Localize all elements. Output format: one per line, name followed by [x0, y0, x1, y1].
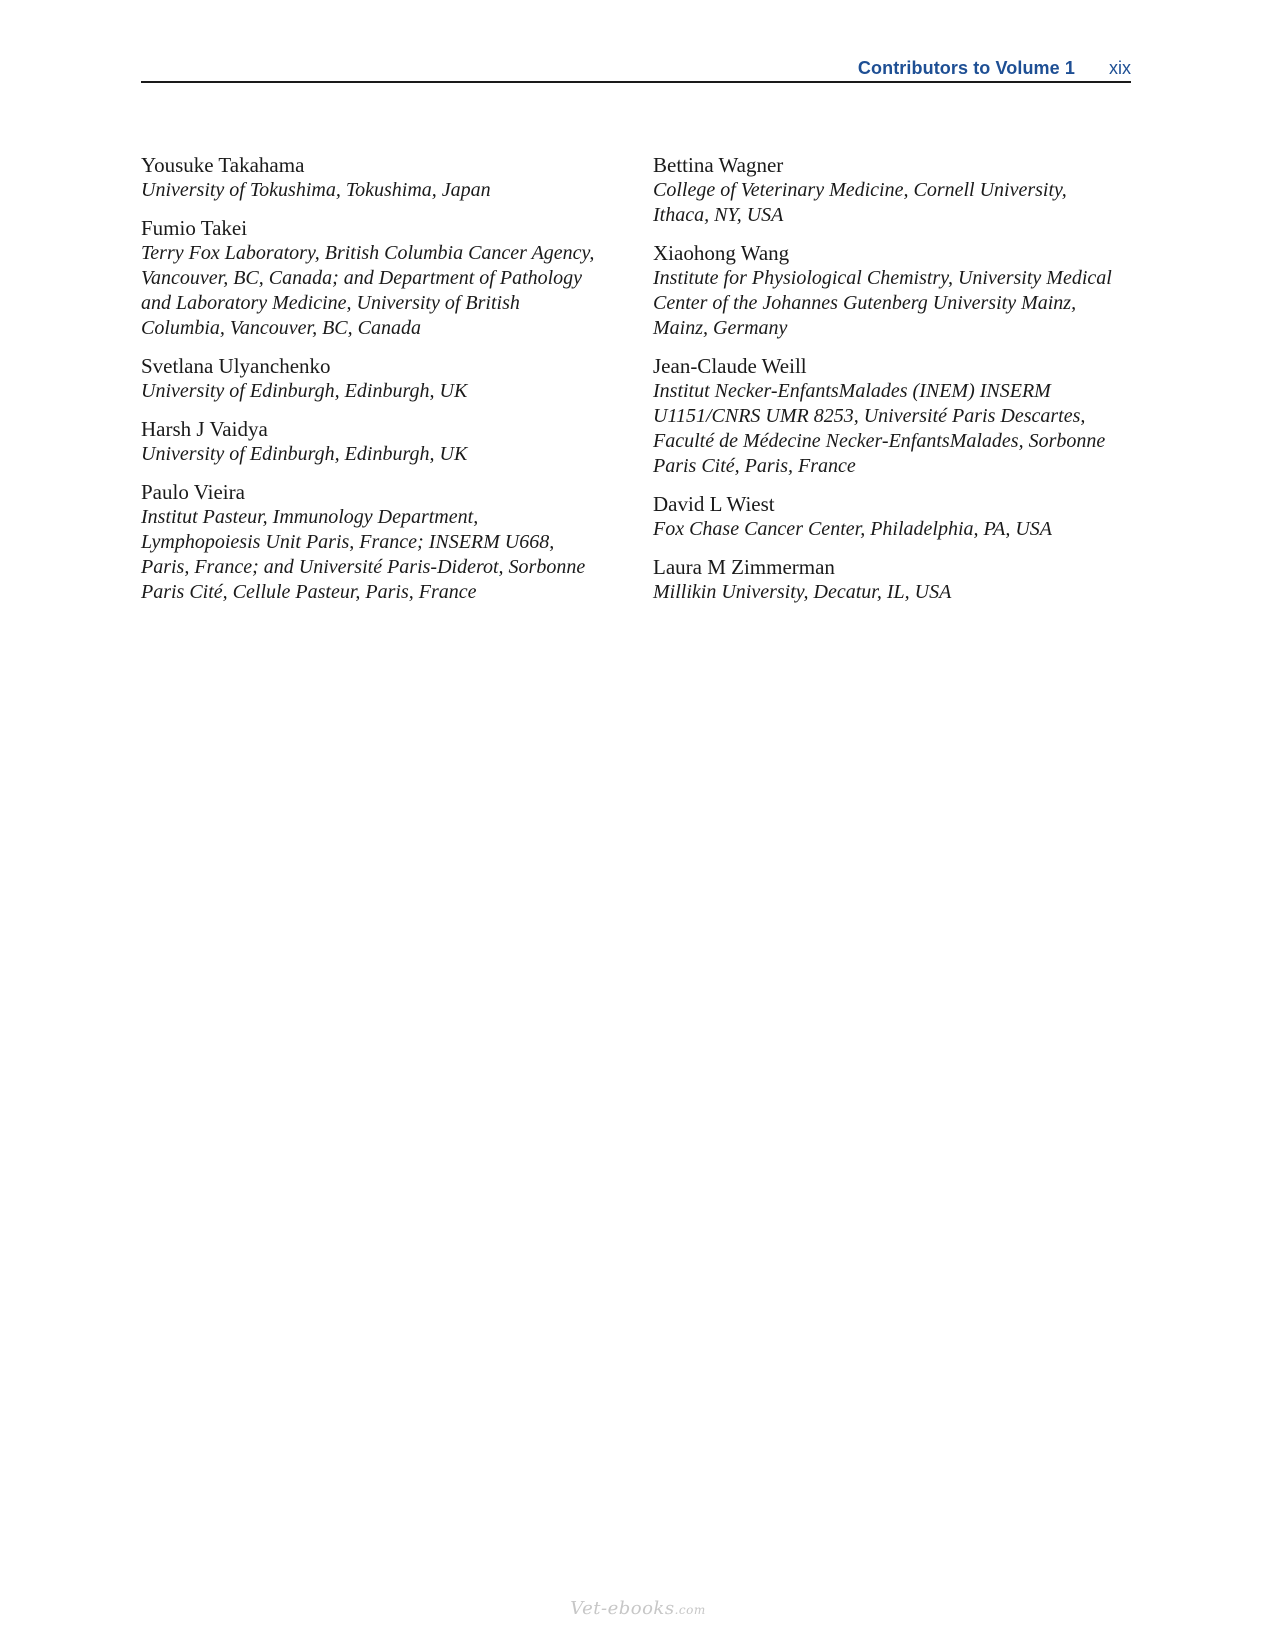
- contributor-affiliation: Terry Fox Laboratory, British Columbia Cancer Agency, Vancouver, BC, Canada; and Department of Pathology and Laboratory Medicine, University of British Columbia, Vancouver, BC, Canada: [141, 242, 595, 339]
- contributor-name: Harsh J Vaidya: [141, 417, 268, 441]
- section-title: Contributors to Volume 1: [857, 58, 1075, 78]
- contributor-entry: [653, 240, 1123, 341]
- contributor-affiliation: University of Edinburgh, Edinburgh, UK: [141, 380, 468, 402]
- watermark-logo: [0, 1598, 1276, 1619]
- contributor-name: David L Wiest: [653, 492, 775, 516]
- contributor-name: Laura M Zimmerman: [653, 555, 835, 579]
- contributor-affiliation: Institut Necker-EnfantsMalades (INEM) INSERM U1151/CNRS UMR 8253, Université Paris Descartes, Faculté de Médecine Necker-EnfantsMalades, Sorbonne Paris Cité, Paris, France: [653, 380, 1106, 477]
- running-head: [141, 54, 1131, 82]
- contributor-entry: [141, 152, 611, 203]
- contributor-entry: [141, 215, 611, 341]
- contributor-name: Fumio Takei: [141, 216, 248, 240]
- contributor-affiliation: Fox Chase Cancer Center, Philadelphia, PA, USA: [653, 518, 1053, 540]
- contributor-entry: [141, 353, 611, 404]
- watermark-suffix: .com: [674, 1603, 706, 1617]
- contributor-entry: [653, 491, 1123, 542]
- contributor-entry: [141, 416, 611, 467]
- contributor-affiliation: Institute for Physiological Chemistry, University Medical Center of the Johannes Gutenberg University Mainz, Mainz, Germany: [653, 267, 1112, 339]
- contributor-affiliation: University of Tokushima, Tokushima, Japan: [141, 179, 491, 201]
- contributor-name: Svetlana Ulyanchenko: [141, 354, 331, 378]
- page-number: xix: [1109, 58, 1131, 78]
- contributor-name: Paulo Vieira: [141, 480, 245, 504]
- header-rule: [141, 81, 1131, 83]
- contributor-name: Bettina Wagner: [653, 153, 784, 177]
- contributor-affiliation: Millikin University, Decatur, IL, USA: [653, 581, 952, 603]
- contributor-affiliation: Institut Pasteur, Immunology Department, Lymphopoiesis Unit Paris, France; INSERM U668, Paris, France; and Université Paris-Diderot, Sorbonne Paris Cité, Cellule Pasteur, Paris, France: [141, 506, 586, 603]
- contributors-column-left: [141, 152, 611, 617]
- contributors-column-right: [653, 152, 1123, 617]
- contributor-name: Yousuke Takahama: [141, 153, 305, 177]
- watermark-text: Vet-ebooks: [570, 1598, 675, 1619]
- contributor-name: Jean-Claude Weill: [653, 354, 807, 378]
- contributor-entry: [653, 554, 1123, 605]
- contributor-entry: [653, 353, 1123, 479]
- contributor-affiliation: College of Veterinary Medicine, Cornell University, Ithaca, NY, USA: [653, 179, 1067, 226]
- contributor-entry: [653, 152, 1123, 228]
- contributor-entry: [141, 479, 611, 605]
- contributor-affiliation: University of Edinburgh, Edinburgh, UK: [141, 443, 468, 465]
- contributor-name: Xiaohong Wang: [653, 241, 790, 265]
